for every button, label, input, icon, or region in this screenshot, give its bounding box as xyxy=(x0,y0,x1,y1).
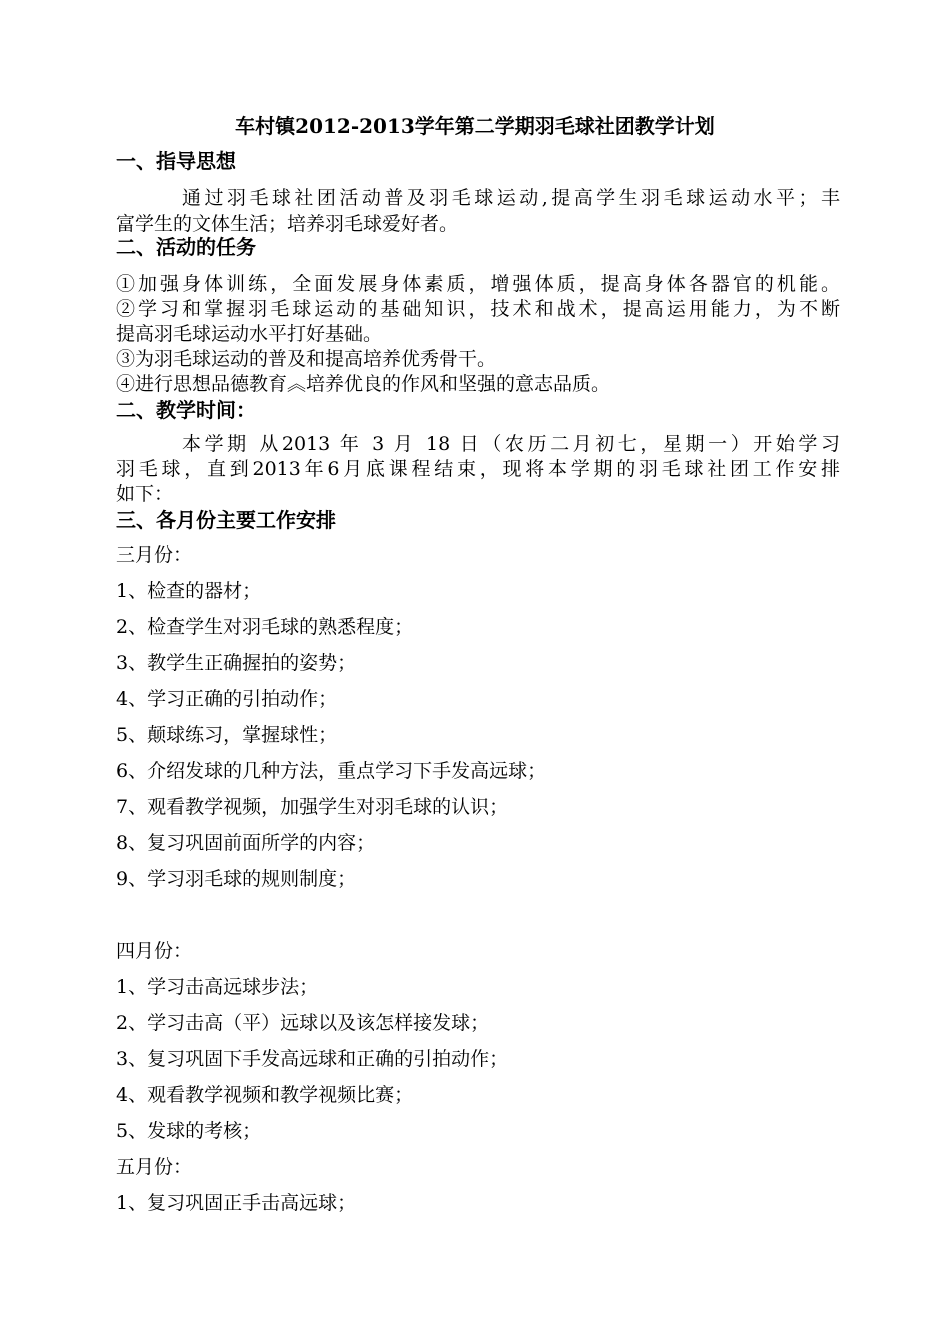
list-item: 8、复习巩固前面所学的内容； xyxy=(116,832,376,854)
list-item: 4、学习正确的引拍动作； xyxy=(116,688,338,710)
list-item: 5、颠球练习，掌握球性； xyxy=(116,724,338,746)
list-item: 2、检查学生对羽毛球的熟悉程度； xyxy=(116,616,414,638)
list-item: 9、学习羽毛球的规则制度； xyxy=(116,868,357,890)
list-item: 1、复习巩固正手击高远球； xyxy=(116,1192,357,1214)
list-item: 1、检查的器材； xyxy=(116,580,262,602)
paragraph-line: 通过羽毛球社团活动普及羽毛球运动,提高学生羽毛球运动水平；丰 xyxy=(182,187,840,209)
task-item-continuation: 提高羽毛球运动水平打好基础。 xyxy=(116,323,383,345)
task-item: ①加强身体训练，全面发展身体素质，增强体质，提高身体各器官的机能。 xyxy=(116,273,840,295)
task-item: ④进行思想品德教育︽培养优良的作风和坚强的意志品质。 xyxy=(116,373,611,395)
month-label-april: 四月份： xyxy=(116,940,193,962)
section-heading-tasks: 二、活动的任务 xyxy=(116,235,256,259)
section-heading-guiding-thought: 一、指导思想 xyxy=(116,149,236,173)
task-item: ②学习和掌握羽毛球运动的基础知识，技术和战术，提高运用能力，为不断 xyxy=(116,298,840,320)
paragraph-line: 富学生的文体生活；培养羽毛球爱好者。 xyxy=(116,213,459,235)
list-item: 3、复习巩固下手发高远球和正确的引拍动作； xyxy=(116,1048,509,1070)
paragraph-line: 羽毛球，直到2013年6月底课程结束，现将本学期的羽毛球社团工作安排 xyxy=(116,458,840,480)
paragraph-line: 如下： xyxy=(116,483,174,505)
list-item: 1、学习击高远球步法； xyxy=(116,976,319,998)
list-item: 4、观看教学视频和教学视频比赛； xyxy=(116,1084,414,1106)
list-item: 6、介绍发球的几种方法，重点学习下手发高远球； xyxy=(116,760,547,782)
month-label-may: 五月份： xyxy=(116,1156,193,1178)
section-heading-teaching-time: 二、教学时间： xyxy=(116,398,256,422)
month-label-march: 三月份： xyxy=(116,544,193,566)
list-item: 7、观看教学视频，加强学生对羽毛球的认识； xyxy=(116,796,509,818)
list-item: 2、学习击高（平）远球以及该怎样接发球； xyxy=(116,1012,490,1034)
list-item: 5、发球的考核； xyxy=(116,1120,262,1142)
task-item: ③为羽毛球运动的普及和提高培养优秀骨干。 xyxy=(116,348,497,370)
paragraph-line: 本学期 从2013 年 3 月 18 日（农历二月初七，星期一）开始学习 xyxy=(182,433,840,455)
section-heading-monthly-plan: 三、各月份主要工作安排 xyxy=(116,508,336,532)
document-title: 车村镇2012-2013学年第二学期羽毛球社团教学计划 xyxy=(235,114,715,138)
list-item: 3、教学生正确握拍的姿势； xyxy=(116,652,357,674)
